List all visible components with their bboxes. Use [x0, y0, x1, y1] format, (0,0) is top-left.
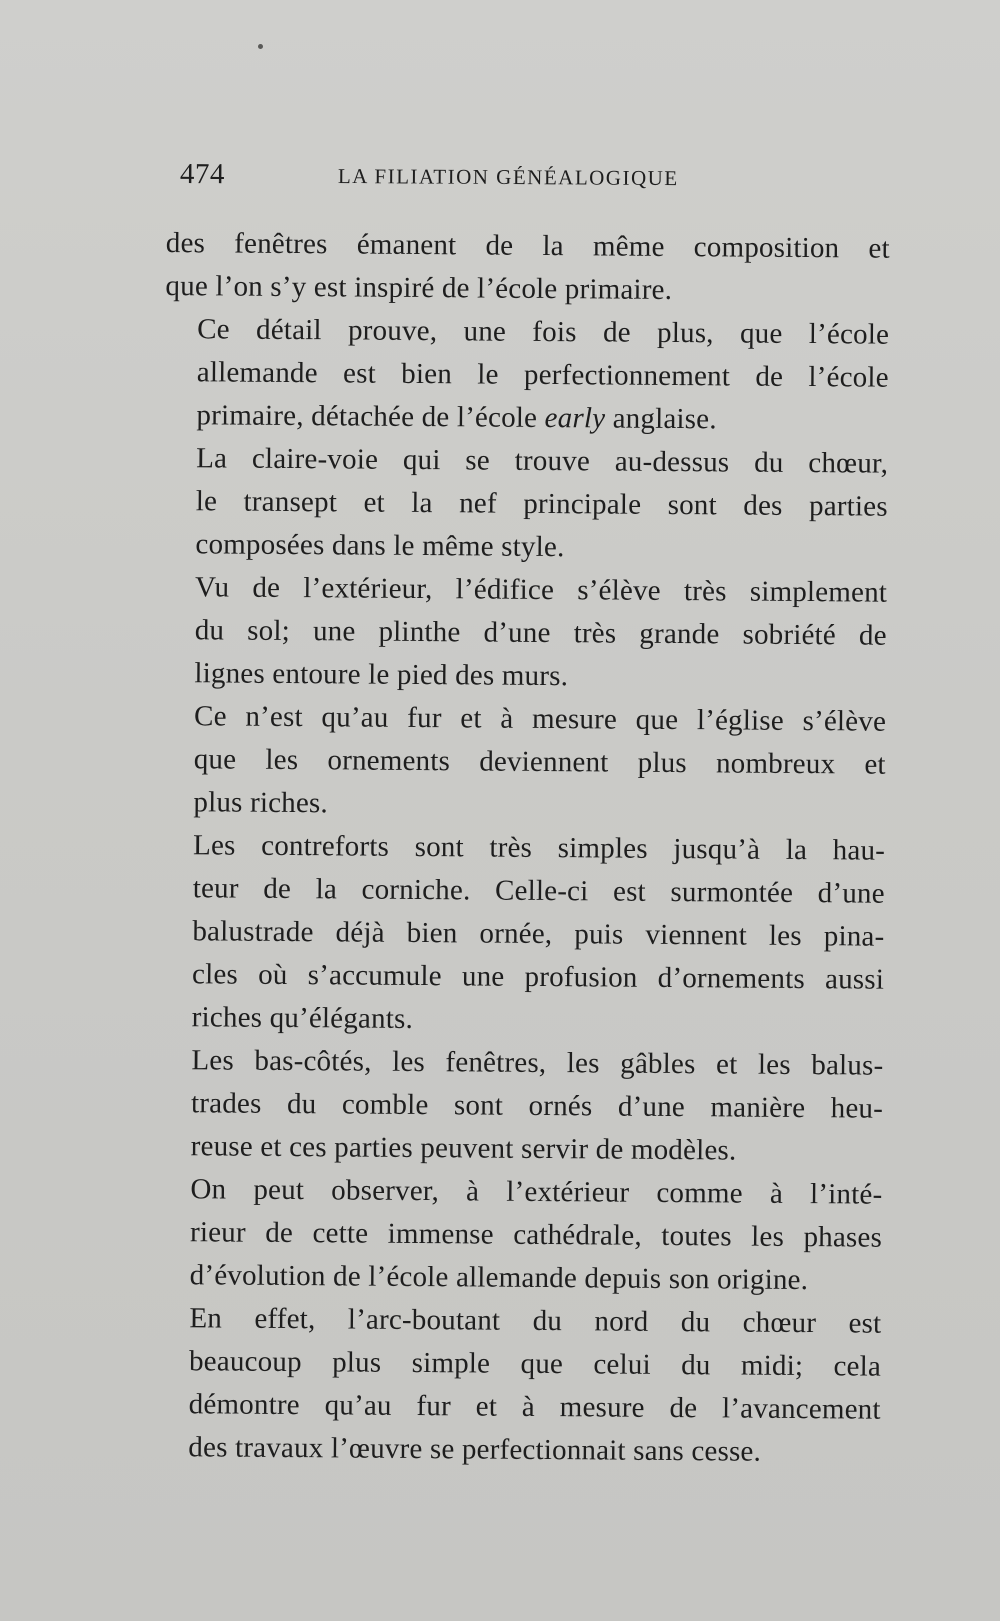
- text-line: En effet, l’arc-boutant du nord du chœur est: [189, 1302, 882, 1340]
- text-line: allemande est bien le perfectionnement de l’école: [196, 356, 889, 394]
- paragraph-9: [156, 1297, 881, 1475]
- paragraph-2: [164, 308, 889, 443]
- page-number: 474: [179, 158, 225, 191]
- text-line: Vu de l’extérieur, l’édifice s’élève très simplement: [195, 571, 888, 609]
- text-line: plus riches.: [193, 786, 329, 820]
- text-line: des travaux l’œuvre se perfectionnait sans cesse.: [188, 1431, 762, 1468]
- text-line-with-italic: [164, 394, 888, 443]
- text-line: reuse et ces parties peuvent servir de modèles.: [190, 1130, 737, 1167]
- text-line: le transept et la nef principale sont des parties: [195, 485, 888, 523]
- paragraph-7: [159, 1039, 884, 1174]
- text-line: teur de la corniche. Celle-ci est surmontée d’une: [192, 872, 885, 910]
- italic-word: early: [544, 401, 606, 435]
- text-line: que l’on s’y est inspiré de l’école primaire.: [165, 269, 673, 306]
- text-line: démontre qu’au fur et à mesure de l’avancement: [188, 1388, 881, 1426]
- paragraph-1: [165, 222, 890, 314]
- ink-speck: [258, 44, 263, 49]
- text-line: Les bas-côtés, les fenêtres, les gâbles et les balus-: [191, 1044, 884, 1082]
- text-line: lignes entoure le pied des murs.: [194, 657, 569, 693]
- text-line: Ce n’est qu’au fur et à mesure que l’église s’élève: [193, 700, 887, 738]
- text-line: du sol; une plinthe d’une très grande sobriété de: [194, 614, 887, 652]
- text-line: rieur de cette immense cathédrale, toutes les phases: [189, 1216, 883, 1254]
- text-line: cles où s’accumule une profusion d’ornements aussi: [191, 958, 885, 996]
- text-line: riches qu’élégants.: [191, 1001, 414, 1035]
- text-fragment: primaire, détachée de l’école early anglaise.: [196, 399, 717, 436]
- running-title: LA FILIATION GÉNÉALOGIQUE: [337, 163, 679, 191]
- paragraph-3: [163, 437, 888, 572]
- running-header: [180, 158, 760, 202]
- paragraph-8: [158, 1168, 883, 1303]
- text-line: Ce détail prouve, une fois de plus, que l’école: [197, 313, 890, 351]
- text-line: d’évolution de l’école allemande depuis son origine.: [189, 1259, 809, 1297]
- text-line: La claire-voie qui se trouve au-dessus du chœur,: [196, 442, 889, 480]
- text-line: des fenêtres émanent de la même composition et: [165, 226, 890, 265]
- paragraph-6: [160, 824, 886, 1045]
- text-line: que les ornements deviennent plus nombreux et: [193, 743, 886, 781]
- text-line: balustrade déjà bien ornée, puis viennent les pina-: [192, 915, 885, 953]
- text-line: trades du comble sont ornés d’une manière heu-: [190, 1087, 884, 1125]
- paragraph-4: [162, 566, 887, 701]
- text-line: composées dans le même style.: [195, 528, 565, 564]
- paragraph-5: [161, 695, 886, 830]
- text-line: On peut observer, à l’extérieur comme à l’inté-: [190, 1173, 883, 1211]
- text-line: beaucoup plus simple que celui du midi; cela: [188, 1345, 882, 1383]
- body-text: [156, 222, 890, 1475]
- text-line: Les contreforts sont très simples jusqu’à la hau-: [192, 829, 886, 867]
